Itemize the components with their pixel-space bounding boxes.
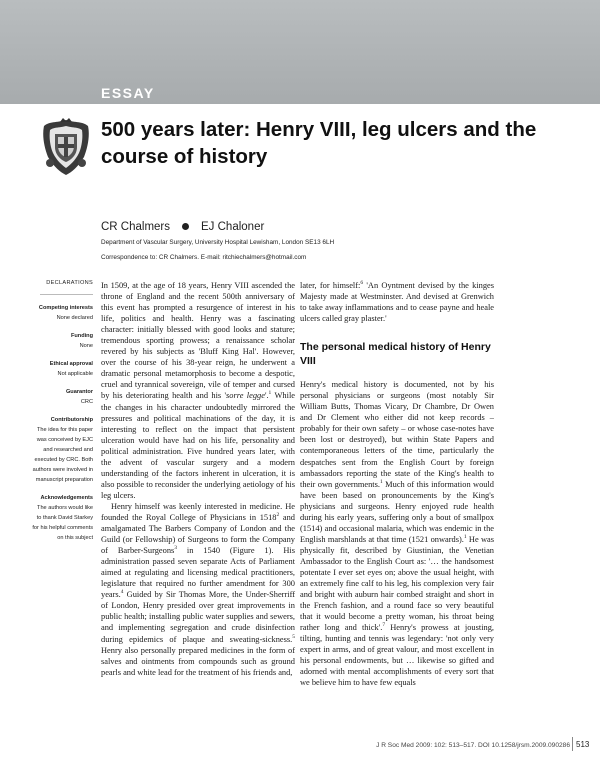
text-run: Guided by Sir Thomas More, the Under-Sherriff of London, Henry presided over great improvements in public health; installing public water supplies and sewers, and implementing segregation and crude disinfection during epidemics of plaque and sweating-sickness. [101, 590, 295, 644]
text-run: Henry's medical history is documented, not by his personal physicians or surgeons (most notably Sir William Butts, Thomas Vicary, Dr Chambre, Dr Owen and Dr Clement who either did not keep records – probably for their own safety – or whose case-notes have been lost or destroyed), but within State Papers and contemporaneous letters of the time, particularly the despatches sent from the English Court by foreign ambassadors reporting the state of the King's health to their own governments. [300, 380, 494, 489]
section-label: ESSAY [101, 85, 155, 101]
funding-value: None [79, 343, 93, 349]
author-name: CR Chalmers [101, 221, 171, 233]
affiliation: Department of Vascular Surgery, University Hospital Lewisham, London SE13 6LH [101, 239, 335, 246]
page-number: 513 [576, 740, 590, 749]
text-run: '. [264, 391, 269, 401]
reference-marker: 1 [268, 390, 272, 397]
reference-marker: 2 [276, 512, 280, 519]
author-name: EJ Chaloner [201, 221, 265, 233]
section-heading: The personal medical history of Henry VIII [300, 341, 491, 368]
contributorship-heading: Contributorship [50, 417, 93, 423]
guarantor-heading: Guarantor [65, 389, 93, 395]
paragraph [101, 280, 295, 501]
divider [572, 737, 573, 751]
coat-of-arms-icon [38, 117, 94, 177]
acknowledgements-value: The authors would like to thank David Starkey for his helpful comments on this subject [32, 505, 93, 541]
competing-interests-value: None declared [56, 315, 93, 321]
correspondence: Correspondence to: CR Chalmers. E-mail: ritchiechalmers@hotmail.com [101, 254, 307, 261]
ethical-approval-value: Not applicable [57, 371, 93, 377]
italic-text: sorre legge [226, 391, 265, 401]
ethical-approval-heading: Ethical approval [49, 361, 93, 367]
bullet-separator [182, 223, 189, 230]
text-run: in 1540 (Figure 1). His administration passed seven separate Acts of Parliament aimed at regulating and licensing medical practitioners, legislature that required no further amendment for 300 years. [101, 546, 296, 600]
text-run: Henry himself was keenly interested in medicine. He founded the Royal College of Physicians in 1518 [101, 501, 295, 522]
author-line [101, 221, 264, 233]
text-run: and amalgamated The Barbers Company of London and the Guild (or Fellowship) of Surgeons to form the Company of Barber-Surgeons [101, 512, 295, 556]
reference-marker: 4 [120, 589, 124, 596]
funding-heading: Funding [70, 333, 93, 339]
reference-marker: 6 [360, 280, 364, 287]
paragraph [300, 379, 494, 688]
reference-marker: 3 [174, 545, 178, 552]
competing-interests-heading: Competing interests [38, 305, 93, 311]
reference-marker: 1 [463, 534, 467, 541]
text-run: In 1509, at the age of 18 years, Henry VIII ascended the throne of England and the recent 500th anniversary of this event has prompted a resurgence of interest in his life, politics and health. Henry was a fascinating character: initially blessed with good looks and stature; tremendous sporting prowess; a renaissance scholar revered by his subjects as 'Bluff King Hal'. However, over the course of his 38-year reign, he underwent a dramatic personal metamorphosis to become a despotic, cruel and tyrannical sovereign, vile of temper and cursed by his deteriorating health and his ' [101, 281, 295, 401]
declarations-heading: DECLARATIONS [46, 280, 93, 286]
paragraph [101, 501, 295, 678]
text-run: Much of this information would have been based on pronouncements by the King's physicians and surgeons. Henry enjoyed rude health during his early years, suffering only a bout of smallpox (1514) and occasional malaria, which was endemic in the English marshlands at that time (1521 onwards). [300, 479, 494, 544]
guarantor-value: CRC [80, 399, 93, 405]
article-title: 500 years later: Henry VIII, leg ulcers and the course of history [101, 118, 537, 168]
text-run: Henry also personally prepared medicines in the form of salves and ointments from compounds such as ground pearls and white lead for the treatment of his friends and, [101, 645, 295, 677]
citation-footer: J R Soc Med 2009: 102: 513–517. DOI 10.1258/jrsm.2009.090286 [376, 742, 570, 749]
text-run: Henry's prowess at jousting, tilting, hunting and tennis was legendary: 'not only very expert in arms, and of great valour, and most excellent in his personal endowments, but … likewise so gifted and adorned with mental accomplishments of every sort that we believe him to have few equals [300, 623, 495, 688]
reference-marker: 7 [382, 622, 386, 629]
contributorship-value: The idea for this paper was conceived by EJC and researched and executed by CRC. Both authors were involved in manuscript preparation [32, 427, 93, 483]
text-run: 'An Oyntment devised by the kinges Majesty made at Westminster. And devised at Grenwich to take away inflammations and to cease payne and heale ulcers called gray plaster.' [300, 281, 494, 324]
declarations-sidebar [10, 278, 93, 543]
paragraph [300, 280, 494, 324]
acknowledgements-heading: Acknowledgements [40, 495, 93, 501]
section-band [0, 0, 600, 104]
text-run: While the changes in his character undoubtedly mirrored the pressures and political machinations of the day, it is interesting to reflect on the impact that persistent ulceration would have had on his life, personality and political administration. Five hundred years later, with the advent of vascular surgery and a modern understanding of the factors inherent in ulceration, it is also possible to reconsider the underlying aetiology of his leg ulcers. [101, 391, 295, 500]
divider [40, 294, 93, 295]
body-column-right [300, 280, 494, 689]
text-run: later, for himself: [300, 281, 361, 290]
text-run: He was physically fit, described by Giustinian, the Venetian Ambassador to the English Court as: '… the handsomest potentate I ever set eyes on; above the usual height, with an extremely fine calf to his leg, his complexion very fair and bright with auburn hair combed straight and short in the French fashion, and a round face so very beautiful that it would become a pretty woman, his throat being rather long and thick'. [300, 534, 494, 633]
body-column-left [101, 280, 295, 678]
reference-marker: 5 [292, 633, 295, 640]
reference-marker: 1 [380, 478, 383, 485]
